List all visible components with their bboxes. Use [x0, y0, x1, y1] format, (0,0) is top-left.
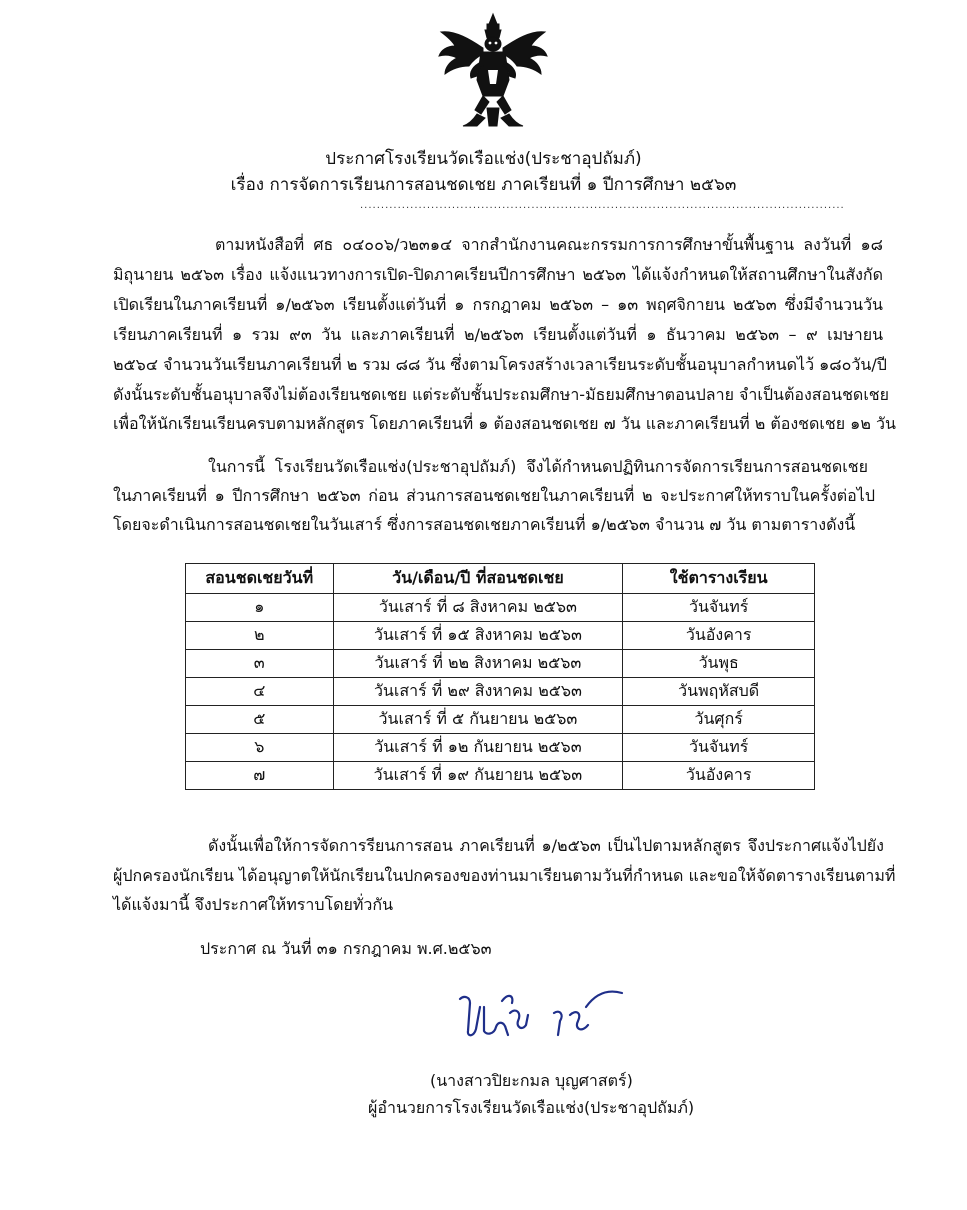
- session-number: ๓: [186, 650, 334, 678]
- table-row: [186, 622, 815, 650]
- table-row: [186, 762, 815, 790]
- paragraph-line: เรียนภาคเรียนที่ ๑ รวม ๙๓ วัน และภาคเรียนที่ ๒/๒๕๖๓ เรียนตั้งแต่วันที่ ๑ ธันวาคม ๒๕๖๓ – ๙ เมษายน: [113, 325, 884, 344]
- table-header-row: [186, 564, 815, 594]
- session-timetable: วันจันทร์: [623, 594, 815, 622]
- session-timetable: วันจันทร์: [623, 734, 815, 762]
- session-date: วันเสาร์ ที่ ๘ สิงหาคม ๒๕๖๓: [333, 594, 623, 622]
- session-date: วันเสาร์ ที่ ๑๒ กันยายน ๒๕๖๓: [333, 734, 623, 762]
- paragraph-line: ดังนั้นระดับชั้นอนุบาลจึงไม่ต้องเรียนชดเชย แต่ระดับชั้นประถมศึกษา-มัธยมศึกษาตอนปลาย จำเป็นต้องสอนชดเชย: [113, 385, 890, 404]
- session-date: วันเสาร์ ที่ ๑๕ สิงหาคม ๒๕๖๓: [333, 622, 623, 650]
- paragraph-line: ได้แจ้งมานี้ จึงประกาศให้ทราบโดยทั่วกัน: [113, 895, 394, 914]
- paragraph-line: เพื่อให้นักเรียนเรียนครบตามหลักสูตร โดยภาคเรียนที่ ๑ ต้องสอนชดเชย ๗ วัน และภาคเรียนที่ ๒ ต้องชดเชย ๑๒ วัน: [113, 414, 896, 433]
- session-number: ๑: [186, 594, 334, 622]
- paragraph-line: ตามหนังสือที่ ศธ ๐๔๐๐๖/ว๒๓๑๔ จากสำนักงานคณะกรรมการการศึกษาขั้นพื้นฐาน ลงวันที่ ๑๘: [215, 235, 883, 254]
- paragraph-line: โดยจะดำเนินการสอนชดเชยในวันเสาร์ ซึ่งการสอนชดเชยภาคเรียนที่ ๑/๒๕๖๓ จำนวน ๗ วัน ตามตารางดังนี้: [113, 515, 856, 534]
- session-number: ๖: [186, 734, 334, 762]
- session-date: วันเสาร์ ที่ ๒๒ สิงหาคม ๒๕๖๓: [333, 650, 623, 678]
- paragraph-line: ๒๕๖๔ จำนวนวันเรียนภาคเรียนที่ ๒ รวม ๘๘ วัน ซึ่งตามโครงสร้างเวลาเรียนระดับชั้นอนุบาลกำหนดไว้ ๑๘๐วัน/ปี: [113, 355, 887, 374]
- session-timetable: วันพุธ: [623, 650, 815, 678]
- announcement-subject: เรื่อง การจัดการเรียนการสอนชดเชย ภาคเรียนที่ ๑ ปีการศึกษา ๒๕๖๓: [230, 175, 737, 195]
- table-row: [186, 678, 815, 706]
- session-date: วันเสาร์ ที่ ๕ กันยายน ๒๕๖๓: [333, 706, 623, 734]
- paragraph-line: ดังนั้นเพื่อให้การจัดการรียนการสอน ภาคเรียนที่ ๑/๒๕๖๓ เป็นไปตามหลักสูตร จึงประกาศแจ้งไปยัง: [208, 836, 884, 855]
- table-row: [186, 706, 815, 734]
- announcement-title: ประกาศโรงเรียนวัดเรือแช่ง(ประชาอุปถัมภ์): [325, 149, 642, 169]
- session-number: ๒: [186, 622, 334, 650]
- column-header-session: สอนชดเชยวันที่: [186, 564, 334, 594]
- session-number: ๗: [186, 762, 334, 790]
- paragraph-line: เปิดเรียนในภาคเรียนที่ ๑/๒๕๖๓ เรียนตั้งแต่วันที่ ๑ กรกฎาคม ๒๕๖๓ – ๑๓ พฤศจิกายน ๒๕๖๓ ซึ่งมีจำนวนวัน: [113, 295, 883, 314]
- session-date: วันเสาร์ ที่ ๑๙ กันยายน ๒๕๖๓: [333, 762, 623, 790]
- separator-dots: ....................................................................................................................: [360, 200, 845, 211]
- paragraph-line: ในการนี้ โรงเรียนวัดเรือแช่ง(ประชาอุปถัมภ์) จึงได้กำหนดปฏิทินการจัดการเรียนการสอนชดเชย: [208, 457, 868, 476]
- signatory-position: ผู้อำนวยการโรงเรียนวัดเรือแช่ง(ประชาอุปถัมภ์): [368, 1098, 695, 1117]
- announcement-date: ประกาศ ณ วันที่ ๓๑ กรกฎาคม พ.ศ.๒๕๖๓: [200, 939, 492, 958]
- session-timetable: วันศุกร์: [623, 706, 815, 734]
- garuda-emblem-icon: [433, 10, 553, 128]
- signatory-name: (นางสาวปิยะกมล บุญศาสตร์): [430, 1071, 633, 1090]
- column-header-date: วัน/เดือน/ปี ที่สอนชดเชย: [333, 564, 623, 594]
- session-number: ๕: [186, 706, 334, 734]
- session-timetable: วันพฤหัสบดี: [623, 678, 815, 706]
- paragraph-line: ในภาคเรียนที่ ๑ ปีการศึกษา ๒๕๖๓ ก่อน ส่วนการสอนชดเชยในภาคเรียนที่ ๒ จะประกาศให้ทราบในครั้งต่อไป: [113, 486, 875, 505]
- table-row: [186, 594, 815, 622]
- table-row: [186, 734, 815, 762]
- column-header-timetable: ใช้ตารางเรียน: [623, 564, 815, 594]
- session-timetable: วันอังคาร: [623, 762, 815, 790]
- session-number: ๔: [186, 678, 334, 706]
- session-date: วันเสาร์ ที่ ๒๙ สิงหาคม ๒๕๖๓: [333, 678, 623, 706]
- makeup-schedule-table: [185, 563, 815, 790]
- paragraph-line: มิถุนายน ๒๕๖๓ เรื่อง แจ้งแนวทางการเปิด-ปิดภาคเรียนปีการศึกษา ๒๕๖๓ ได้แจ้งกำหนดให้สถานศึกษาในสังกัด: [113, 265, 883, 284]
- paragraph-line: ผู้ปกครองนักเรียน ได้อนุญาตให้นักเรียนในปกครองของท่านมาเรียนตามวันที่กำหนด และขอให้จัดตารางเรียนตามที่: [113, 866, 896, 885]
- table-row: [186, 650, 815, 678]
- session-timetable: วันอังคาร: [623, 622, 815, 650]
- handwritten-signature: [450, 985, 630, 1047]
